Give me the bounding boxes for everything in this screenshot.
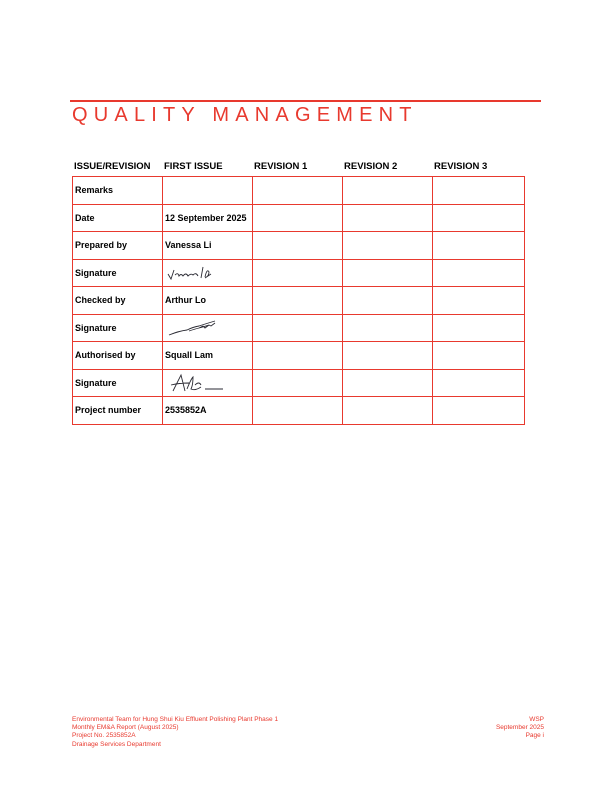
cell-first-issue: 12 September 2025	[163, 204, 253, 232]
cell-revision-2	[343, 232, 433, 260]
cell-revision-1	[253, 369, 343, 397]
table-row	[73, 342, 525, 370]
cell-revision-1	[253, 342, 343, 370]
row-label-date: Date	[73, 204, 163, 232]
cell-first-issue: 2535852A	[163, 397, 253, 425]
cell-revision-2	[343, 314, 433, 342]
cell-revision-1	[253, 314, 343, 342]
cell-revision-2	[343, 204, 433, 232]
signature-checked-image	[165, 317, 225, 339]
cell-first-issue: Squall Lam	[163, 342, 253, 370]
column-header-revision-2: REVISION 2	[344, 161, 398, 172]
footer-page-number: Page i	[525, 732, 544, 740]
footer-left	[72, 716, 278, 749]
cell-revision-3	[433, 177, 525, 205]
signature-prepared-image	[165, 262, 225, 284]
table-row	[73, 204, 525, 232]
cell-revision-3	[433, 204, 525, 232]
cell-revision-3	[433, 259, 525, 287]
cell-revision-2	[343, 287, 433, 315]
row-label-signature: Signature	[73, 314, 163, 342]
table-row	[73, 287, 525, 315]
cell-revision-1	[253, 204, 343, 232]
cell-revision-1	[253, 287, 343, 315]
row-label-authorised-by: Authorised by	[73, 342, 163, 370]
cell-revision-3	[433, 287, 525, 315]
cell-first-issue: Arthur Lo	[163, 287, 253, 315]
footer-company: WSP	[529, 716, 544, 723]
cell-revision-3	[433, 232, 525, 260]
cell-first-issue	[163, 177, 253, 205]
cell-revision-1	[253, 232, 343, 260]
cell-revision-3	[433, 342, 525, 370]
row-label-checked-by: Checked by	[73, 287, 163, 315]
row-label-prepared-by: Prepared by	[73, 232, 163, 260]
footer-report-name: Monthly EM&A Report (August 2025)	[72, 724, 179, 732]
cell-first-issue: Vanessa Li	[163, 232, 253, 260]
signature-authorised	[163, 369, 253, 397]
footer-project-title: Environmental Team for Hung Shui Kiu Effluent Polishing Plant Phase 1	[72, 716, 279, 723]
row-label-signature: Signature	[73, 259, 163, 287]
cell-revision-1	[253, 259, 343, 287]
footer-date: September 2025	[495, 724, 544, 732]
table-header	[72, 161, 524, 174]
row-label-signature: Signature	[73, 369, 163, 397]
cell-revision-3	[433, 314, 525, 342]
table-row	[73, 259, 525, 287]
column-header-issue-revision: ISSUE/REVISION	[74, 161, 151, 172]
cell-revision-2	[343, 177, 433, 205]
column-header-revision-1: REVISION 1	[254, 161, 308, 172]
table-row	[73, 314, 525, 342]
column-header-first-issue: FIRST ISSUE	[164, 161, 223, 172]
row-label-remarks: Remarks	[73, 177, 163, 205]
footer-right	[496, 716, 544, 741]
cell-revision-2	[343, 397, 433, 425]
cell-revision-1	[253, 397, 343, 425]
table-row	[73, 369, 525, 397]
quality-management-table	[72, 176, 525, 425]
signature-prepared	[163, 259, 253, 287]
cell-revision-1	[253, 177, 343, 205]
footer-project-no: Project No. 2535852A	[72, 732, 136, 740]
cell-revision-3	[433, 397, 525, 425]
title-rule	[70, 100, 541, 102]
table-row	[73, 232, 525, 260]
table-row	[73, 177, 525, 205]
cell-revision-2	[343, 369, 433, 397]
cell-revision-2	[343, 259, 433, 287]
footer-department: Drainage Services Department	[72, 740, 161, 748]
column-header-revision-3: REVISION 3	[434, 161, 488, 172]
cell-revision-3	[433, 369, 525, 397]
page-title: QUALITY MANAGEMENT	[72, 104, 418, 126]
signature-checked	[163, 314, 253, 342]
signature-authorised-image	[165, 371, 229, 395]
cell-revision-2	[343, 342, 433, 370]
table-row	[73, 397, 525, 425]
row-label-project-number: Project number	[73, 397, 163, 425]
